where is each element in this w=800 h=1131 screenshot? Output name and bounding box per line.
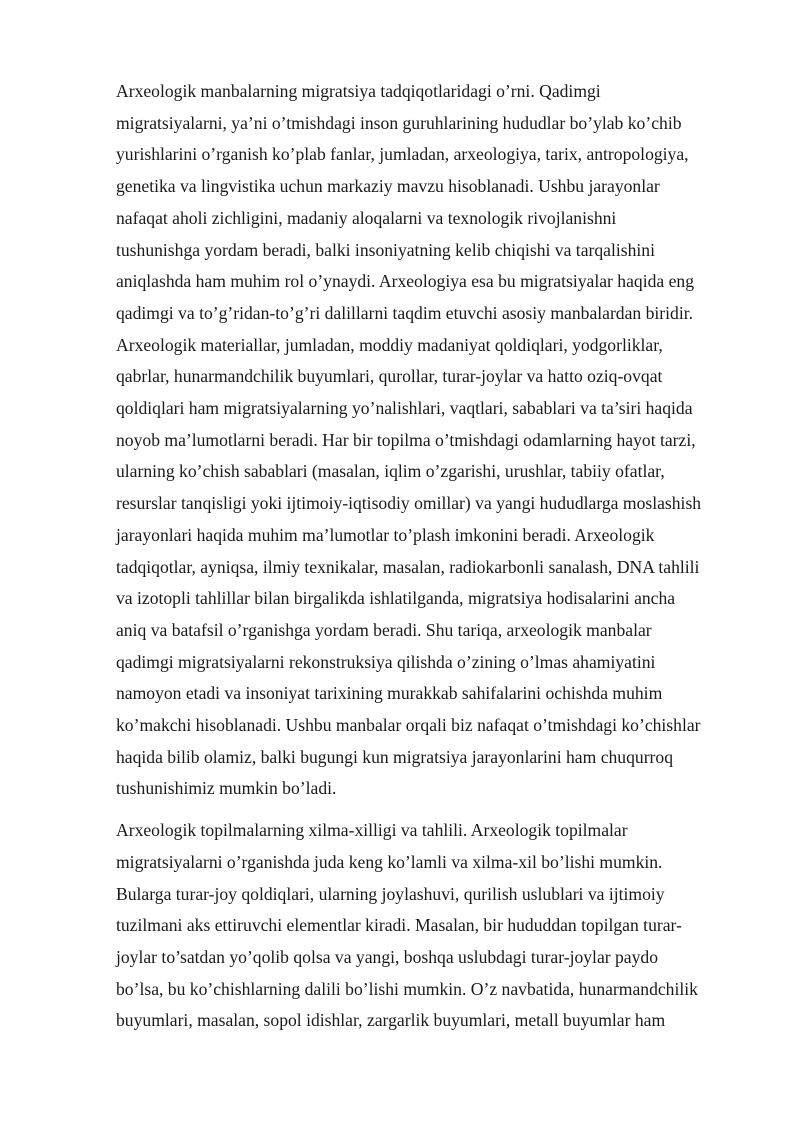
text-line: haqida bilib olamiz, balki bugungi kun migratsiya jarayonlarini ham chuqurroq xyxy=(116,746,674,767)
text-line: va izotopli tahlillar bilan birgalikda ishlatilganda, migratsiya hodisalarini ancha xyxy=(116,588,676,609)
text-line: ularning ko’chish sabablari (masalan, iqlim o’zgarishi, urushlar, tabiiy ofatlar, xyxy=(116,461,665,482)
text-line: tushunishga yordam beradi, balki insoniyatning kelib chiqishi va tarqalishini xyxy=(116,239,655,260)
text-line: yurishlarini o’rganish ko’plab fanlar, jumladan, arxeologiya, tarix, antropologiya, xyxy=(116,144,689,165)
text-line: resurslar tanqisligi yoki ijtimoiy-iqtisodiy omillar) va yangi hududlarga moslashish xyxy=(116,493,702,514)
text-line: qabrlar, hunarmandchilik buyumlari, qurollar, turar-joylar va hatto oziq-ovqat xyxy=(116,366,663,387)
text-line: migratsiyalarni o’rganishda juda keng ko’lamli va xilma-xil bo’lishi mumkin. xyxy=(116,851,663,872)
text-line: bo’lsa, bu ko’chishlarning dalili bo’lishi mumkin. O’z navbatida, hunarmandchilik xyxy=(116,978,698,999)
text-line: nafaqat aholi zichligini, madaniy aloqalarni va texnologik rivojlanishni xyxy=(116,207,617,228)
text-line: jarayonlari haqida muhim ma’lumotlar to’plash imkonini beradi. Arxeologik xyxy=(116,524,655,545)
text-line: joylar to’satdan yo’qolib qolsa va yangi, boshqa uslubdagi turar-joylar paydo xyxy=(116,946,659,967)
text-line: tadqiqotlar, ayniqsa, ilmiy texnikalar, masalan, radiokarbonli sanalash, DNA tahlili xyxy=(116,556,700,577)
paragraph-1 xyxy=(116,76,746,805)
text-line: Arxeologik materiallar, jumladan, moddiy madaniyat qoldiqlari, yodgorliklar, xyxy=(116,334,663,355)
text-line: tushunishimiz mumkin bo’ladi. xyxy=(116,778,337,799)
text-line: migratsiyalarni, ya’ni o’tmishdagi inson guruhlarining hududlar bo’ylab ko’chib xyxy=(116,112,682,133)
text-line: tuzilmani aks ettiruvchi elementlar kiradi. Masalan, bir hududdan topilgan turar- xyxy=(116,915,682,936)
text-line: Bularga turar-joy qoldiqlari, ularning joylashuvi, qurilish uslublari va ijtimoiy xyxy=(116,883,665,904)
text-line: qadimgi migratsiyalarni rekonstruksiya qilishda o’zining o’lmas ahamiyatini xyxy=(116,651,656,672)
document-body xyxy=(116,76,746,1047)
text-line: Arxeologik manbalarning migratsiya tadqiqotlaridagi o’rni. Qadimgi xyxy=(116,81,601,101)
text-line: ko’makchi hisoblanadi. Ushbu manbalar orqali biz nafaqat o’tmishdagi ko’chishlar xyxy=(116,715,701,736)
text-line: qoldiqlari ham migratsiyalarning yo’nalishlari, vaqtlari, sabablari va ta’siri haqida xyxy=(116,398,693,419)
paragraph-2 xyxy=(116,815,746,1037)
text-line: aniq va batafsil o’rganishga yordam beradi. Shu tariqa, arxeologik manbalar xyxy=(116,619,652,640)
text-line: aniqlashda ham muhim rol o’ynaydi. Arxeologiya esa bu migratsiyalar haqida eng xyxy=(116,271,694,292)
text-line: qadimgi va to’g’ridan-to’g’ri dalillarni taqdim etuvchi asosiy manbalardan biridir. xyxy=(116,302,694,323)
text-line: Arxeologik topilmalarning xilma-xilligi va tahlili. Arxeologik topilmalar xyxy=(116,820,628,841)
text-line: buyumlari, masalan, sopol idishlar, zargarlik buyumlari, metall buyumlar ham xyxy=(116,1010,666,1031)
text-line: namoyon etadi va insoniyat tarixining murakkab sahifalarini ochishda muhim xyxy=(116,683,663,704)
text-line: genetika va lingvistika uchun markaziy mavzu hisoblanadi. Ushbu jarayonlar xyxy=(116,176,660,197)
text-line: noyob ma’lumotlarni beradi. Har bir topilma o’tmishdagi odamlarning hayot tarzi, xyxy=(116,429,696,450)
